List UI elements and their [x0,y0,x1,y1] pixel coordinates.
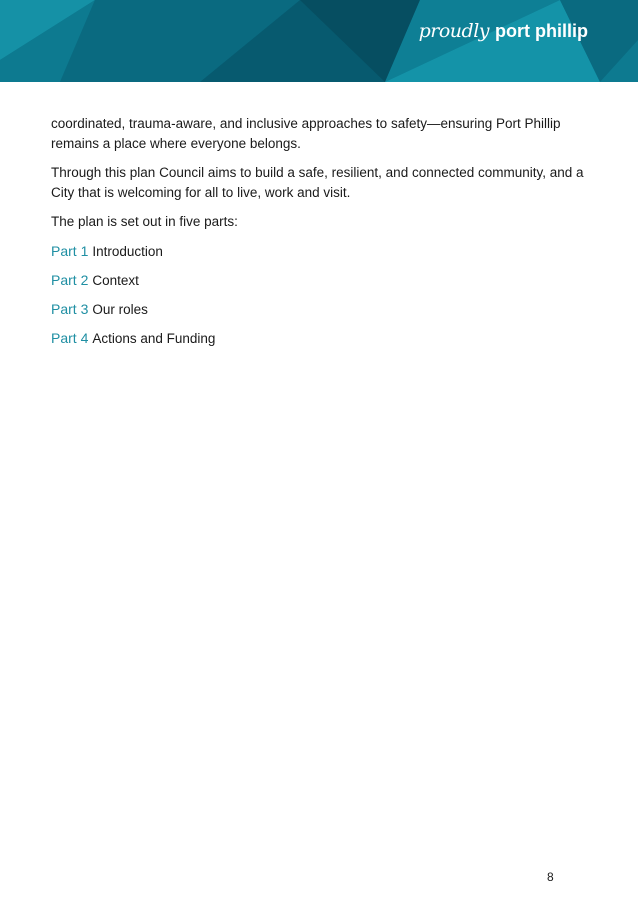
part-title: Actions and Funding [92,331,216,346]
part-label: Part 4 [51,330,89,346]
logo-name-text: port phillip [495,21,588,41]
part-label: Part 1 [51,243,89,259]
document-body [51,114,596,357]
page-header-banner [0,0,638,82]
paragraph-plan-parts-intro: The plan is set out in five parts: [51,214,238,229]
part-title: Introduction [92,244,163,259]
part-title: Context [92,273,139,288]
list-item-part-4 [51,328,596,348]
paragraph-continuation: coordinated, trauma-aware, and inclusive approaches to safety—ensuring Port Phillip remains a place where everyone belongs. [51,116,561,151]
logo-script-text: proudly [418,20,490,42]
list-item-part-1 [51,241,596,261]
paragraph-plan-aims: Through this plan Council aims to build a safe, resilient, and connected community, and a City that is welcoming for all to live, work and visit. [51,165,584,200]
part-label: Part 3 [51,301,89,317]
plan-parts-list [51,241,596,348]
list-item-part-2 [51,270,596,290]
part-label: Part 2 [51,272,89,288]
part-title: Our roles [92,302,148,317]
page-number: 8 [547,870,554,884]
proudly-port-phillip-logo [419,20,588,42]
list-item-part-3 [51,299,596,319]
